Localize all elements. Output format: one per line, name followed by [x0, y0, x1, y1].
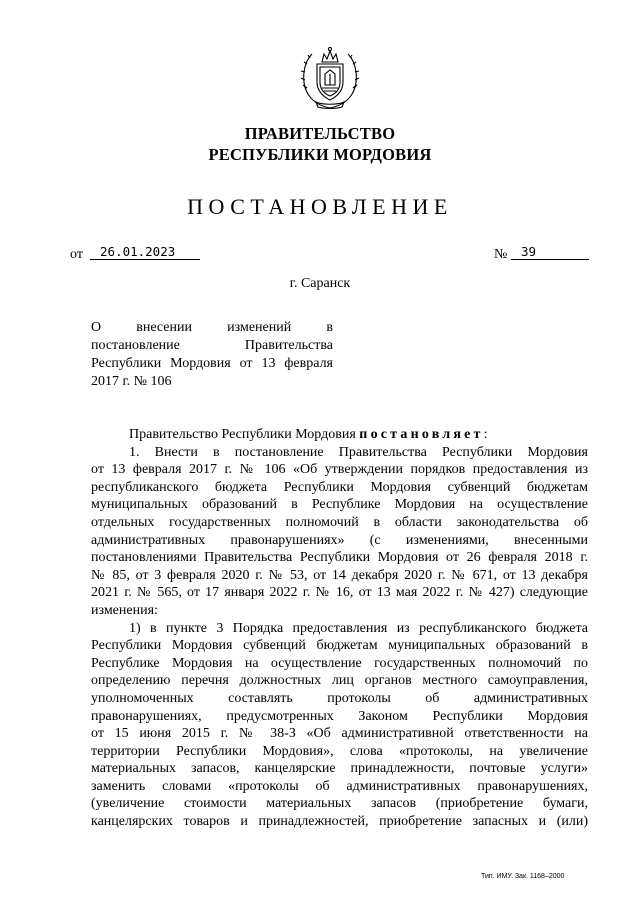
body-line: 2021 г. № 565, от 17 января 2022 г. № 16, от 13 мая 2022 г. № 427) следующие	[91, 585, 588, 601]
city-name: г. Саранск	[289, 276, 351, 291]
body-line: административных правонарушениях» (с изменениями, внесенными	[91, 532, 588, 548]
government-title-line2: РЕСПУБЛИКИ МОРДОВИЯ	[208, 145, 432, 164]
preamble-colon: :	[483, 427, 488, 442]
body-line: № 85, от 3 февраля 2020 г. № 53, от 14 декабря 2020 г. № 671, от 13 декабря	[91, 567, 588, 583]
body-line: канцелярских товаров и принадлежностей, приобретение запасных и (или)	[91, 814, 588, 830]
subject-line: 2017 г. № 106	[91, 374, 172, 389]
document-date: 26.01.2023	[90, 244, 200, 260]
body-line: постановлениями Правительства Республики Мордовия от 26 февраля 2018 г.	[91, 550, 588, 566]
body-line: территории Республики Мордовия», слова «протоколы, на увеличение	[91, 743, 588, 759]
coat-of-arms-icon	[298, 44, 362, 112]
date-field	[70, 244, 176, 263]
body-line: правонарушениях, предусмотренных Законом Республики Мордовия	[91, 708, 588, 724]
body-line: 1) в пункте 3 Порядка предоставления из республиканского бюджета	[129, 620, 588, 636]
subject-line: О внесении изменений в	[91, 320, 333, 335]
body-line: муниципальных образований в Республике Мордовия на осуществление	[91, 497, 588, 513]
body-line: от 15 июня 2015 г. № 38-З «Об административной ответственности на	[91, 726, 588, 742]
document-subject	[91, 319, 333, 391]
subject-line: постановление Правительства	[91, 338, 333, 353]
document-body	[91, 426, 588, 831]
body-line: изменения:	[91, 602, 158, 618]
preamble	[91, 426, 588, 444]
body-line: заменить словами «протоколы об административных правонарушениях,	[91, 778, 588, 794]
preamble-verb: постановляет	[359, 427, 484, 442]
document-number: 39	[511, 244, 589, 260]
body-line: 1. Внести в постановление Правительства Республики Мордовия	[129, 444, 588, 460]
print-mark: Тип. ИМУ. Зак. 1168–2000	[481, 873, 565, 880]
government-title-line1: ПРАВИТЕЛЬСТВО	[244, 124, 396, 143]
date-prefix: от	[70, 247, 83, 262]
body-line: Республике Мордовия на осуществление государственных полномочий по	[91, 655, 588, 671]
document-type-title: ПОСТАНОВЛЕНИЕ	[187, 194, 453, 219]
body-line: (увеличение стоимости материальных запасов (приобретение бумаги,	[91, 796, 588, 812]
body-line: от 13 февраля 2017 г. № 106 «Об утверждении порядков предоставления из	[91, 462, 588, 478]
number-field	[494, 244, 537, 263]
body-line: Республики Мордовия субвенций бюджетам муниципальных образований в	[91, 638, 588, 654]
body-line: материальных запасов, канцелярские принадлежности, почтовые услуги»	[91, 761, 588, 777]
body-line: республиканского бюджета Республики Мордовия субвенций бюджетам	[91, 479, 588, 495]
subject-line: Республики Мордовия от 13 февраля	[91, 356, 333, 371]
preamble-text: Правительство Республики Мордовия	[129, 427, 360, 442]
number-prefix: №	[494, 247, 508, 262]
body-line: отдельных государственных полномочий в области законодательства об	[91, 514, 588, 530]
body-line: уполномоченных составлять протоколы об административных	[91, 690, 588, 706]
body-line: определению перечня должностных лиц органов местного самоуправления,	[91, 673, 588, 689]
